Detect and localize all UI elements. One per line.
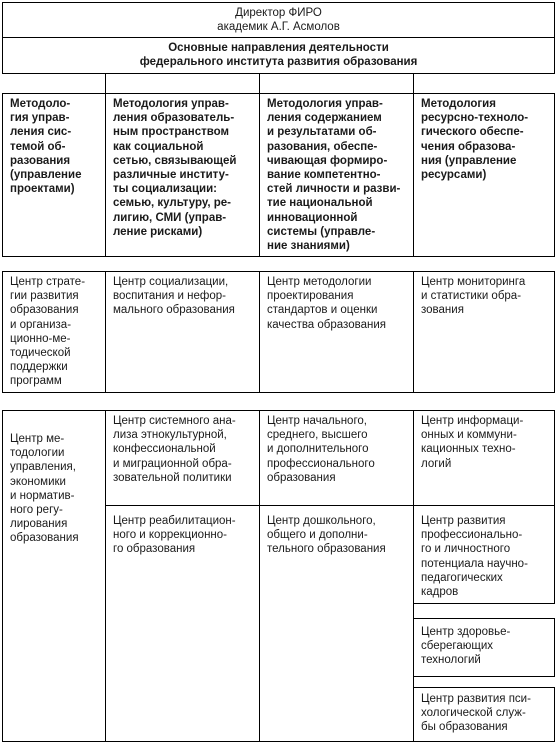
center-standards-text: Центр методологии проектирования стандартов и оценки качества образования	[267, 276, 386, 331]
connector-1	[105, 73, 106, 94]
center-ict-text: Центр информаци- онных и коммуни- кационных техно- логий	[421, 415, 524, 470]
center-monitoring-text: Центр мониторинга и статистики обра- зования	[421, 276, 526, 317]
center-personnel-development-text: Центр развития профессионально- го и личностного потенциала научно- педагогических кадров	[421, 515, 528, 599]
center-preschool-text: Центр дошкольного, общего и дополни- тельного образования	[267, 515, 386, 556]
center-psychology-text: Центр развития пси- хологической служ- бы образования	[421, 693, 531, 734]
heading-col-2-text: Методология управ- ления образователь- ным пространством как социальной сетью, связывающей различные институ- ты социализации: семью, культуру, ре- лигию, СМИ (управ- ление рисками)	[113, 98, 237, 238]
center-socialization-text: Центр социализации, воспитания и нефор- мального образования	[113, 276, 235, 317]
center-rehabilitation-text: Центр реабилитацион- ного и коррекционно- го образования	[113, 515, 236, 556]
directions-title-line2: федерального института развития образования	[139, 56, 418, 68]
heading-col-3-text: Методология управ- ления содержанием и результатами об- разования, обеспе- чивающая формиро- вание компетентно- стей личности и разви- тие национальной инновационной системы (управле- ние знаниями)	[267, 98, 401, 253]
connector-3	[413, 73, 414, 94]
center-strategy-text: Центр страте- гии развития образования и организа- ционно-ме- тодической поддержки программ	[10, 276, 86, 388]
center-health-saving-text: Центр здоровье- сберегающих технологий	[421, 626, 511, 667]
heading-col-1-text: Методоло- гия управ- ления сис- темой об- разования (управление проектами)	[10, 98, 82, 196]
directions-title-line1: Основные направления деятельности	[168, 42, 389, 54]
director-title: Директор ФИРО	[235, 7, 322, 19]
center-ethnocultural-text: Центр системного ана- лиза этнокультурной, конфессиональной и миграционной обра- зовательной политики	[113, 415, 236, 484]
center-professional-education-text: Центр начального, среднего, высшего и дополнительного профессионального образования	[267, 415, 375, 484]
connector-2	[259, 73, 260, 94]
director-name: академик А.Г. Асмолов	[217, 21, 340, 33]
heading-col-4-text: Методология ресурсно-техноло- гического обеспе- чения образова- ния (управление ресурсами)	[421, 98, 529, 182]
center-management-methodology-text: Центр ме- тодологии управления, экономики и норматив- ного регу- лирования образования	[10, 433, 79, 545]
